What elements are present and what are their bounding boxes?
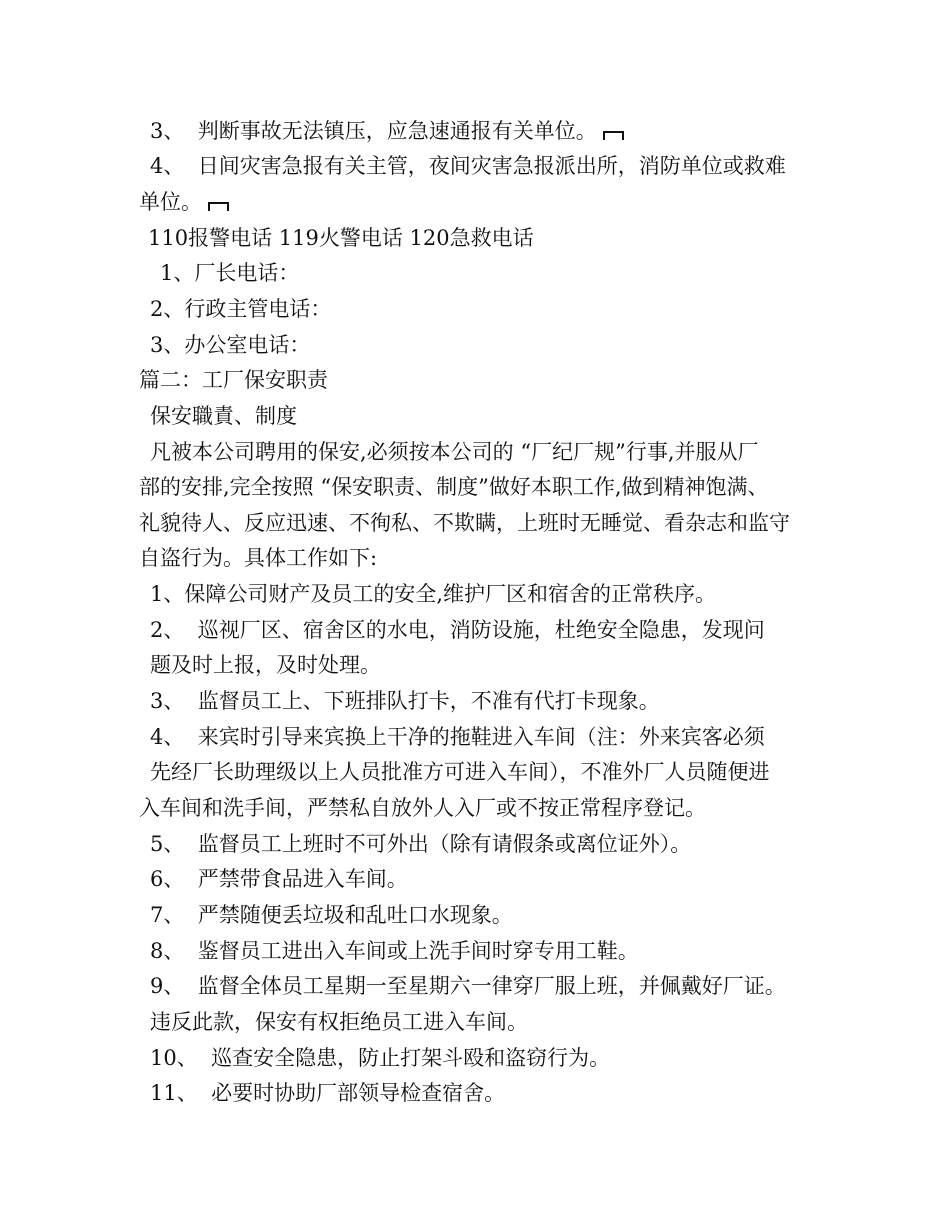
section-heading: 篇二：工厂保安职责: [139, 368, 328, 392]
text-line: 题及时上报，及时处理。: [150, 653, 381, 677]
text-line: 110报警电话 119火警电话 120急救电话: [148, 226, 534, 250]
text-line: 6、 严禁带食品进入车间。: [150, 867, 408, 891]
text-line: 2、 巡视厂区、宿舍区的水电，消防设施，杜绝安全隐患，发现问: [150, 618, 765, 642]
text-line: 部的安排,完全按照 “保安职责、制度”做好本职工作,做到精神饱满、: [139, 475, 769, 499]
text-line: 5、 监督员工上班时不可外出（除有请假条或离位证外）。: [150, 832, 692, 856]
text-line: 9、 监督全体员工星期一至星期六一律穿厂服上班，并佩戴好厂证。: [150, 974, 786, 998]
text-line: [139, 189, 229, 215]
text-line: 礼貌待人、反应迅速、不徇私、不欺瞒，上班时无睡觉、看杂志和监守: [139, 511, 790, 535]
paragraph-mark-icon: [208, 202, 229, 211]
text-line: 10、 巡查安全隐患，防止打架斗殴和盗窃行为。: [150, 1046, 611, 1070]
text-line: 4、 来宾时引导来宾换上干净的拖鞋进入车间（注：外来宾客必须: [150, 725, 765, 749]
text-line: 2、行政主管电话：: [150, 297, 332, 321]
text-line: 7、 严禁随便丢垃圾和乱吐口水现象。: [150, 903, 513, 927]
paragraph-mark-icon: [603, 131, 624, 140]
text-line: 1、保障公司财产及员工的安全,维护厂区和宿舍的正常秩序。: [150, 582, 717, 606]
text-line: [150, 118, 624, 144]
text-line: 3、 监督员工上、下班排队打卡，不准有代打卡现象。: [150, 689, 660, 713]
text-line: 入车间和洗手间，严禁私自放外人入厂或不按正常程序登记。: [139, 796, 706, 820]
text-line: 自盗行为。具体工作如下:: [139, 546, 378, 570]
text-line: 1、厂长电话：: [160, 261, 300, 285]
line-text: 单位。: [139, 190, 202, 214]
text-line: 凡被本公司聘用的保安,必须按本公司的 “厂纪厂规”行事,并服从厂: [150, 440, 759, 464]
text-line: 4、 日间灾害急报有关主管，夜间灾害急报派出所，消防单位或救难: [150, 154, 786, 178]
text-line: 8、 鉴督员工进出入车间或上洗手间时穿专用工鞋。: [150, 939, 639, 963]
text-line: 3、办公室电话：: [150, 333, 311, 357]
line-text: 3、 判断事故无法镇压，应急速通报有关单位。: [150, 119, 597, 143]
subheading: 保安職責、制度: [150, 404, 297, 428]
text-line: 11、 必要时协助厂部领导检查宿舍。: [150, 1081, 506, 1105]
text-line: 违反此款，保安有权拒绝员工进入车间。: [150, 1010, 528, 1034]
text-line: 先经厂长助理级以上人员批准方可进入车间），不准外厂人员随便进: [150, 760, 770, 784]
